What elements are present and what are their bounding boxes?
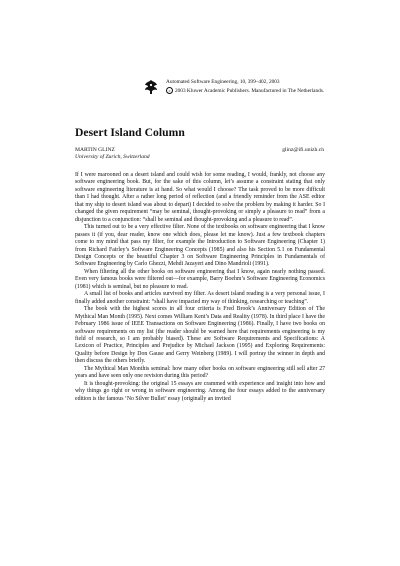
body-paragraph: It is thought-provoking: the original 15 essays are crammed with experience and insight into how and why things go right or wrong in software engineering. Among the four essays added to the anniversary edition is the famous ‘No Silver Bullet’ essay (originally an invited [75, 380, 325, 402]
article-title: Desert Island Column [75, 126, 185, 139]
body-paragraph: When filtering all the other books on software engineering that I know, again nearly nothing passed. Even very famous books were filtered out—for example, Barry Boehm’s Software Engineering Economics (1981) which is seminal, but no pleasure to read. [75, 268, 325, 290]
author-email[interactable]: glinz@ifi.unizh.ch [282, 147, 324, 153]
body-paragraph: This turned out to be a very effective filter. None of the textbooks on software engineering that I know passes it (if you, dear reader, know one which does, please let me know). Just a few textbook chapters come to my mind that pass my filter, for example the Introduction to Software Engineering (Chapter 1) from Richard Fairley’s Software Engineering Concepts (1985) and also his Section 5.1 on Fundamental Design Concepts or the beautiful Chapter 3 on Software Engineering Principles in Fundamentals of Software Engineering by Carlo Ghezzi, Mehdi Jazayeri and Dino Mandrioli (1991). [75, 224, 325, 268]
article-body [75, 172, 325, 403]
copyright-icon: c [166, 87, 173, 94]
body-paragraph: If I were marooned on a desert island and could wish for some reading, I would, frankly, not choose any software engineering book. But, for the sake of this column, let’s assume a constraint stating that only software engineering literature is at hand. So what would I choose? The task proved to be more difficult than I had thought. After a rather long period of reflection (and a friendly reminder from the ASE editor that my ship to desert island was about to depart) I decided to solve the problem by making it harder. So I changed the given requirement “may be seminal, thought-provoking or simply a pleasure to read” from a disjunction to a conjunction: “shall be seminal and thought-provoking and a pleasure to read”. [75, 172, 325, 223]
body-paragraph: The Mythical Man Monthis seminal: how many other books on software engineering still sell after 27 years and have seen only one revision during this period? [75, 365, 325, 380]
copyright-line [166, 87, 324, 96]
body-paragraph: A small list of books and articles survived my filter. As desert island reading is a very personal issue, I finally added another constraint: “shall have impacted my way of thinking, researching or teaching”. [75, 291, 325, 305]
copyright-text: 2003 Kluwer Academic Publishers. Manufactured in The Netherlands. [175, 87, 325, 94]
body-paragraph: The book with the highest scores in all four criteria is Fred Brook’s Anniversary Edition of The Mythical Man Month (1995). Next comes William Kent’s Data and Reality (1978). In third place I have the February 1986 issue of IEEE Transactions on Software Engineering (1986). Finally, I have two books on software requirements on my list (the reader should be warned here that requirements engineering is my field of research, so I am probably biased). These are Software Requirements and Specifications: A Lexicon of Practice, Principles and Prejudice by Michael Jackson (1995) and Exploring Requirements: Quality before Design by Don Gause and Gerry Weinberg (1989). I will portray the winner in depth and then discuss the others briefly. [75, 306, 325, 365]
journal-info [166, 79, 324, 95]
journal-citation: Automated Software Engineering, 10, 399–402, 2003 [166, 79, 280, 85]
author-affiliation: University of Zurich, Switzerland [75, 154, 150, 160]
author-name: MARTIN GLINZ [75, 147, 115, 153]
publisher-tree-logo-icon [143, 79, 159, 95]
